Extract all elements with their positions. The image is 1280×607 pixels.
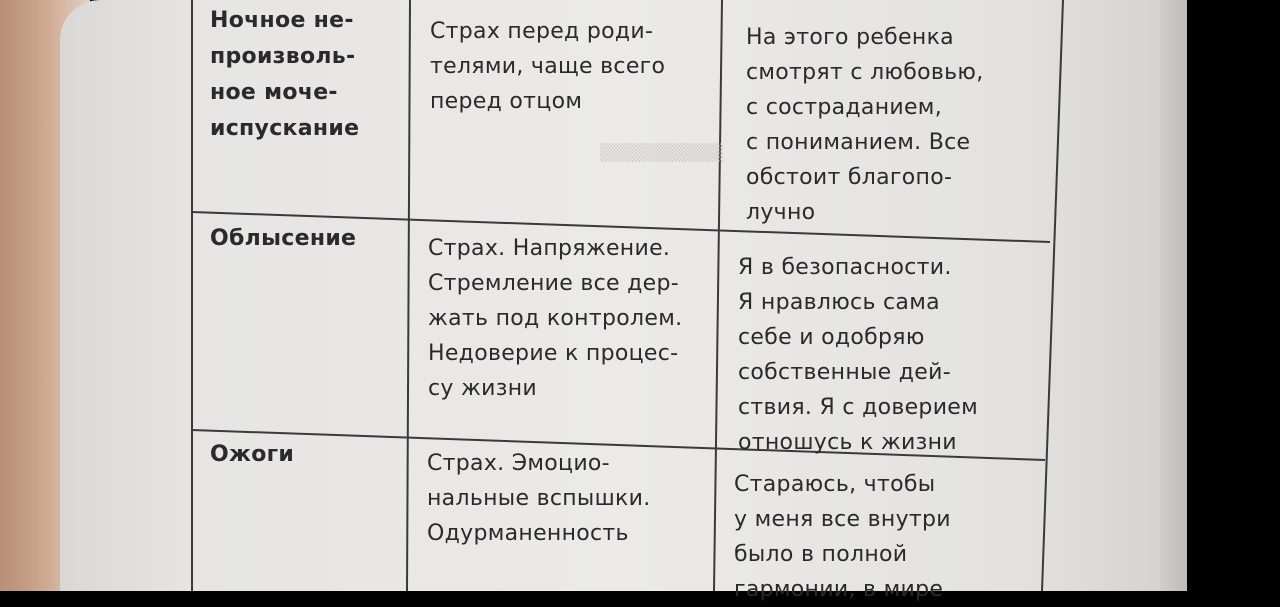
- bleed-through-text: ▒▒▒▒▒▒▒▒▒▒: [600, 143, 724, 162]
- table-row-3-term: Ожоги: [210, 442, 295, 467]
- table-row-1-term: Ночное не- произволь- ное моче- испускание: [210, 8, 360, 141]
- table-row-1-affirmation: На этого ребенка смотрят с любовью, с состраданием, с пониманием. Все обстоит благопо- лучно: [746, 25, 984, 225]
- table-row-1-cause: Страх перед роди- телями, чаще всего перед отцом: [430, 19, 666, 114]
- table-row-2-affirmation: Я в безопасности. Я нравлюсь сама себе и одобряю собственные дей- ствия. Я с доверием отношусь к жизни: [738, 255, 979, 455]
- table-row-2-term: Облысение: [210, 226, 357, 251]
- table-row-3-cause: Страх. Эмоцио- нальные вспышки. Одурманенность: [427, 451, 651, 546]
- table-row-2-cause: Страх. Напряжение. Стремление все дер- жать под контролем. Недоверие к процес- су жизни: [428, 236, 683, 401]
- table-row-3-affirmation: Стараюсь, чтобы у меня все внутри было в полной гармонии, в мире: [734, 472, 951, 602]
